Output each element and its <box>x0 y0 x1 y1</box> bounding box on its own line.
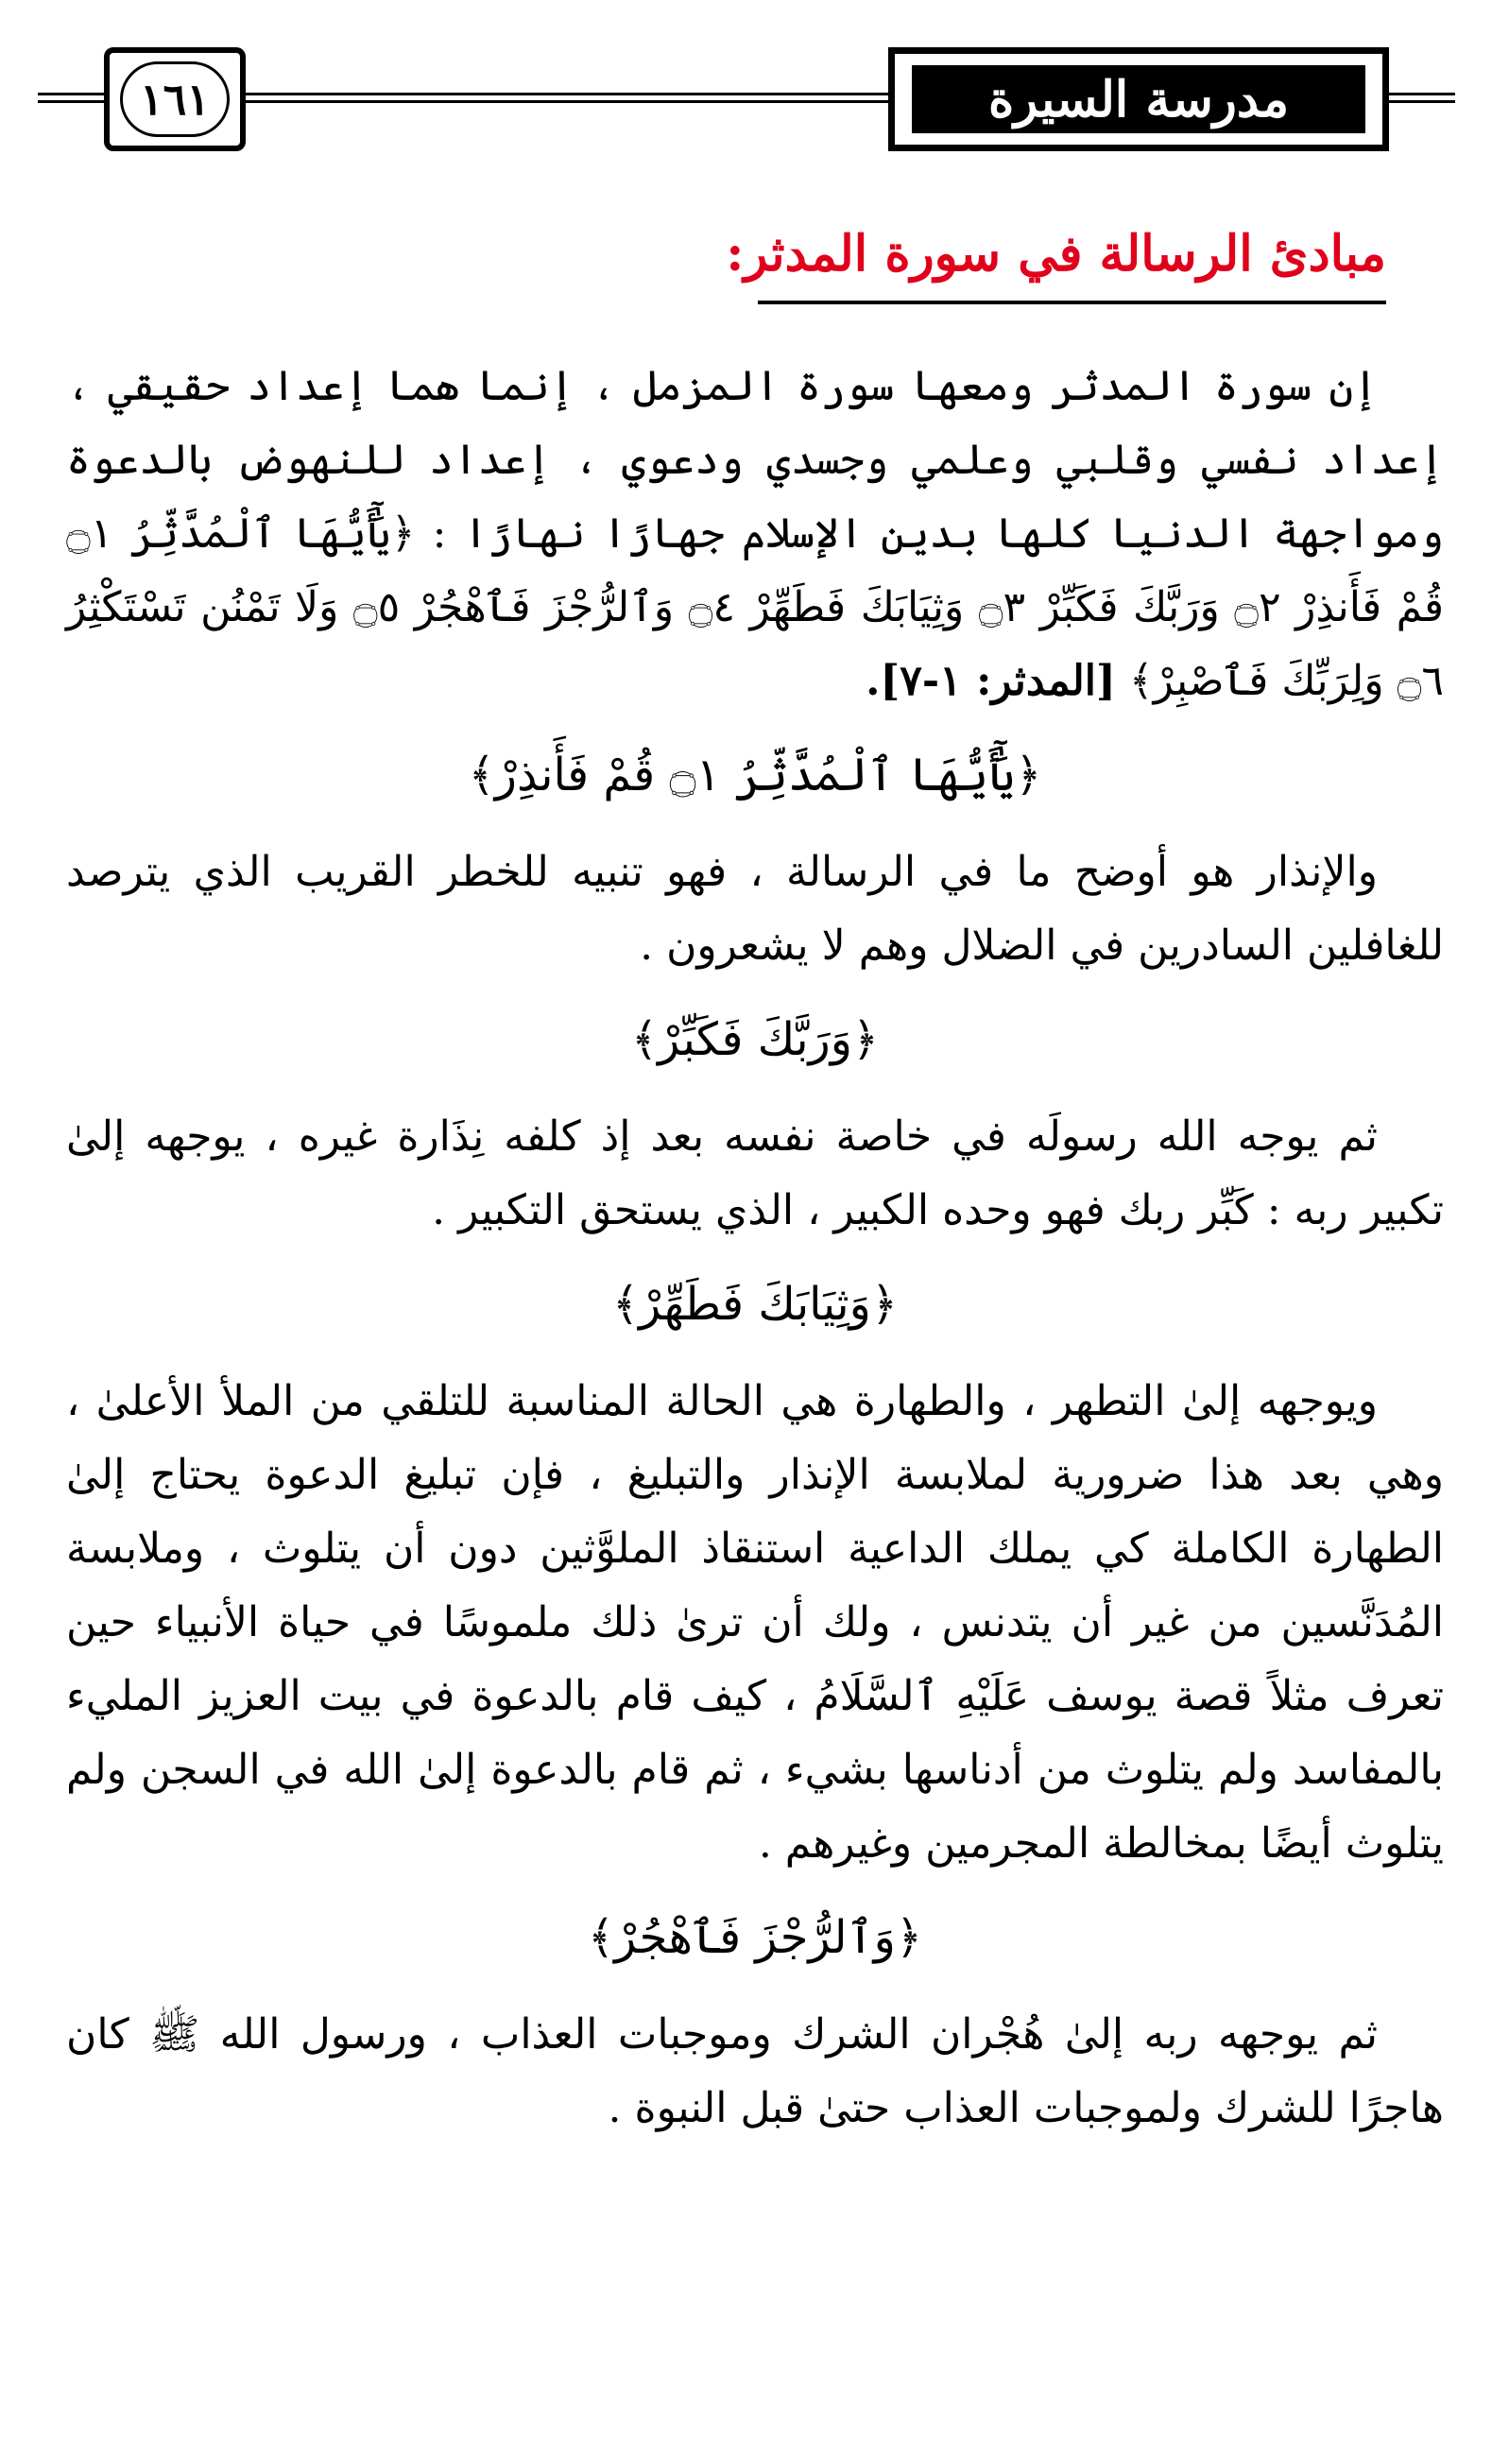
page-number: ١٦١ <box>120 61 230 137</box>
page-number-frame <box>104 47 246 151</box>
section-title-underline <box>758 301 1386 304</box>
paragraph-1 <box>66 350 1444 718</box>
series-title: مدرسة السيرة <box>912 65 1365 133</box>
paragraph-2: والإنذار هو أوضح ما في الرسالة ، فهو تنبيه للخطر القريب الذي يترصد للغافلين السادرين في الضلال وهم لا يشعرون . <box>66 848 1444 970</box>
verse-heading-4: ﴿وَٱلرُّجْزَ فَٱهْجُرْ﴾ <box>588 1911 922 1964</box>
verse-heading-1: ﴿يَٰٓأَيُّهَا ٱلْمُدَّثِّرُ ۝١ قُمْ فَأَنذِرْ﴾ <box>468 749 1042 801</box>
verse-heading-2: ﴿وَرَبَّكَ فَكَبِّرْ﴾ <box>630 1013 880 1066</box>
paragraph-5: ثم يوجهه ربه إلىٰ هُجْران الشرك وموجبات العذاب ، ورسول الله ﷺ كان هاجرًا للشرك ولموجبات العذاب حتىٰ قبل النبوة . <box>66 2010 1444 2132</box>
paragraph-1-text: إن سورة المدثر ومعها سورة المزمل ، إنما هما إعداد حقيقي ، إعداد نفسي وقلبي وعلمي وجسدي ودعوي ، إعداد للنهوض بالدعوة ومواجهة الدنيا كلها بدين الإسلام جهارًا نهارًا : <box>66 362 1444 558</box>
paragraph-3: ثم يوجه الله رسولَه في خاصة نفسه بعد إذ كلفه نِذَارة غيره ، يوجهه إلىٰ تكبير ربه : كَبِّر ربك فهو وحده الكبير ، الذي يستحق التكبير . <box>66 1112 1444 1234</box>
paragraph-1-verses: ﴿يَٰٓأَيُّهَا ٱلْمُدَّثِّرُ ۝١ قُمْ فَأَنذِرْ ۝٢ وَرَبَّكَ فَكَبِّرْ ۝٣ وَثِيَابَكَ فَطَهِّرْ ۝٤ وَٱلرُّجْزَ فَٱهْجُرْ ۝٥ وَلَا تَمْنُن تَسْتَكْثِرُ ۝٦ وَلِرَبِّكَ فَٱصْبِرْ﴾ <box>66 509 1444 705</box>
page-header <box>38 38 1455 151</box>
series-title-frame <box>888 47 1389 151</box>
paragraph-1-reference: [المدثر: ١-٧]. <box>866 657 1116 705</box>
verse-heading-3: ﴿وَثِيَابَكَ فَطَهِّرْ﴾ <box>612 1278 898 1331</box>
section-title: مبادئ الرسالة في سورة المدثر: <box>726 225 1386 283</box>
body-text <box>66 350 1444 2145</box>
paragraph-4: ويوجهه إلىٰ التطهر ، والطهارة هي الحالة المناسبة للتلقي من الملأ الأعلىٰ ، وهي بعد هذا ضرورية لملابسة الإنذار والتبليغ ، فإن تبليغ الدعوة يحتاج إلىٰ الطهارة الكاملة كي يملك الداعية استنقاذ الملوَّثين دون أن يتلوث ، وملابسة المُدَنَّسين من غير أن يتدنس ، ولك أن ترىٰ ذلك ملموسًا في حياة الأنبياء حين تعرف مثلاً قصة يوسف عَلَيْهِ ٱلسَّلَامُ ، كيف قام بالدعوة في بيت العزيز المليء بالمفاسد ولم يتلوث من أدناسها بشيء ، ثم قام بالدعوة إلىٰ الله في السجن ولم يتلوث أيضًا بمخالطة المجرمين وغيرهم . <box>66 1377 1444 1868</box>
